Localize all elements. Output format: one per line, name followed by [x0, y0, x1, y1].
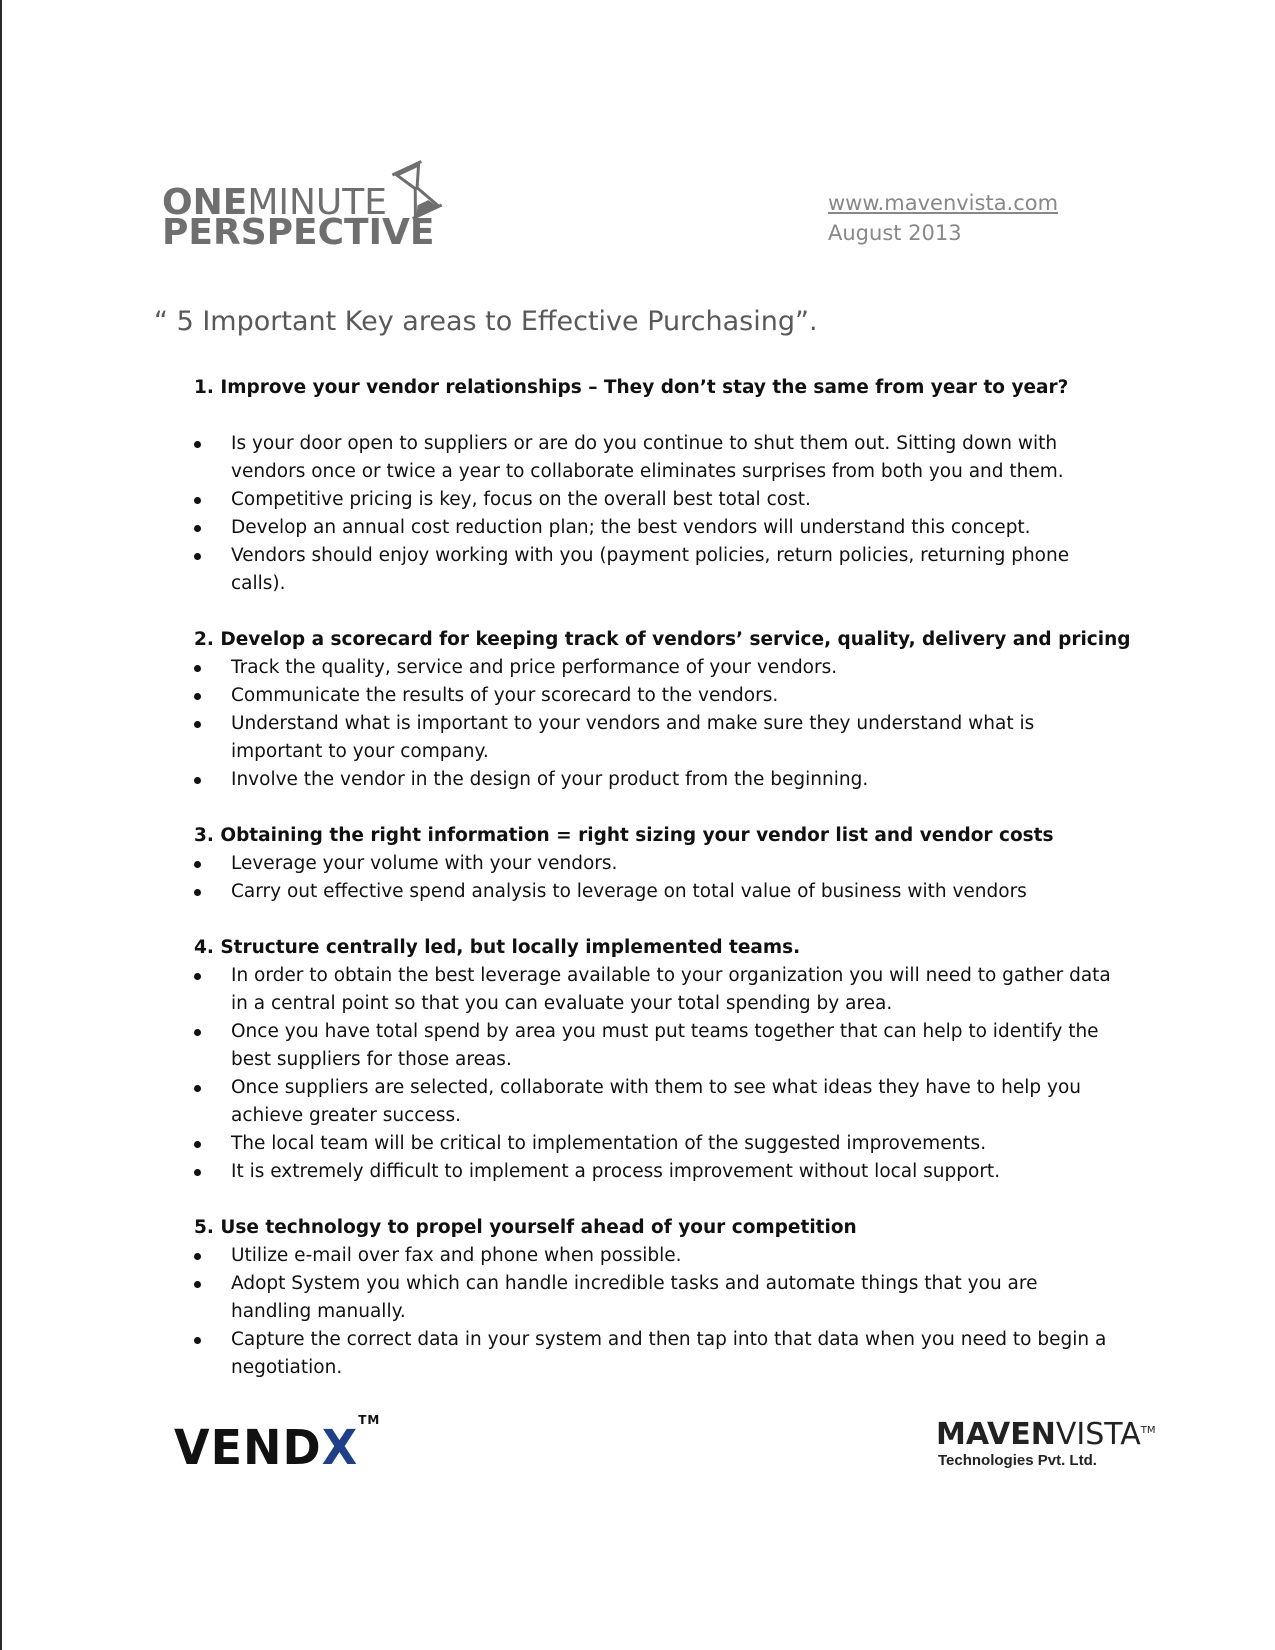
bullet-icon	[194, 1169, 201, 1176]
hourglass-icon	[387, 160, 447, 220]
bullet-icon	[194, 665, 201, 672]
website-link[interactable]: www.mavenvista.com	[828, 191, 1059, 215]
document-title: “ 5 Important Key areas to Effective Purchasing”.	[154, 306, 818, 337]
bullet-icon	[194, 889, 201, 896]
list-item: Vendors should enjoy working with you (payment policies, return policies, returning phone calls).	[194, 542, 1114, 598]
bullet-icon	[194, 1253, 201, 1260]
bullet-icon	[194, 861, 201, 868]
bullet-list	[194, 1242, 1114, 1382]
list-item: Understand what is important to your vendors and make sure they understand what is important to your company.	[194, 710, 1114, 766]
mavenvista-tagline: Technologies Pvt. Ltd.	[938, 1452, 1097, 1469]
list-item: Develop an annual cost reduction plan; the best vendors will understand this concept.	[194, 514, 1114, 542]
header-meta	[828, 188, 1058, 248]
bullet-icon	[194, 1085, 201, 1092]
list-item: Once suppliers are selected, collaborate with them to see what ideas they have to help you achieve greater success.	[194, 1074, 1114, 1130]
list-item: Leverage your volume with your vendors.	[194, 850, 1114, 878]
bullet-list	[194, 430, 1114, 598]
mavenvista-wordmark: MAVENVISTA™	[936, 1417, 1156, 1452]
bullet-icon	[194, 693, 201, 700]
bullet-icon	[194, 441, 201, 448]
list-item: Adopt System you which can handle incredible tasks and automate things that you are handling manually.	[194, 1270, 1114, 1326]
list-item: Communicate the results of your scorecard to the vendors.	[194, 682, 1114, 710]
bullet-icon	[194, 1141, 201, 1148]
section-scorecard	[194, 626, 1131, 794]
list-item: Carry out effective spend analysis to leverage on total value of business with vendors	[194, 878, 1114, 906]
section-heading: 2. Develop a scorecard for keeping track of vendors’ service, quality, delivery and pricing	[194, 629, 1131, 650]
bullet-icon	[194, 1281, 201, 1288]
list-item: It is extremely difficult to implement a process improvement without local support.	[194, 1158, 1114, 1186]
bullet-list	[194, 654, 1114, 794]
bullet-icon	[194, 777, 201, 784]
bullet-icon	[194, 721, 201, 728]
list-item: In order to obtain the best leverage available to your organization you will need to gather data in a central point so that you can evaluate your total spending by area.	[194, 962, 1114, 1018]
list-item: Involve the vendor in the design of your product from the beginning.	[194, 766, 1114, 794]
bullet-icon	[194, 1029, 201, 1036]
bullet-icon	[194, 973, 201, 980]
section-right-information	[194, 822, 1114, 906]
list-item: Once you have total spend by area you must put teams together that can help to identify the best suppliers for those areas.	[194, 1018, 1114, 1074]
section-technology	[194, 1214, 1114, 1382]
bullet-icon	[194, 525, 201, 532]
list-item: Capture the correct data in your system and then tap into that data when you need to begin a negotiation.	[194, 1326, 1114, 1382]
bullet-list	[194, 850, 1114, 906]
section-heading: 3. Obtaining the right information = right sizing your vendor list and vendor costs	[194, 825, 1054, 846]
list-item: Competitive pricing is key, focus on the overall best total cost.	[194, 486, 1114, 514]
publication-date: August 2013	[828, 221, 962, 245]
bullet-icon	[194, 553, 201, 560]
logo-line-two: PERSPECTIVE	[162, 212, 435, 253]
bullet-icon	[194, 1337, 201, 1344]
list-item: Track the quality, service and price performance of your vendors.	[194, 654, 1114, 682]
section-heading: 4. Structure centrally led, but locally implemented teams.	[194, 937, 801, 958]
bullet-list	[194, 962, 1114, 1186]
section-vendor-relationships	[194, 374, 1114, 598]
vendx-logo: VENDX™	[174, 1412, 381, 1476]
section-team-structure	[194, 934, 1114, 1186]
document-body	[194, 374, 1131, 1410]
one-minute-perspective-logo	[162, 160, 442, 256]
list-item: Is your door open to suppliers or are do you continue to shut them out. Sitting down with vendors once or twice a year to collaborate eliminates surprises from both you and them.	[194, 430, 1114, 486]
list-item: Utilize e-mail over fax and phone when possible.	[194, 1242, 1114, 1270]
page-left-border	[0, 0, 2, 1650]
list-item: The local team will be critical to implementation of the suggested improvements.	[194, 1130, 1114, 1158]
section-heading: 1. Improve your vendor relationships – They don’t stay the same from year to year?	[194, 377, 1069, 398]
logo-line-one: ONEMINUTE	[162, 182, 388, 223]
section-heading: 5. Use technology to propel yourself ahead of your competition	[194, 1217, 857, 1238]
bullet-icon	[194, 497, 201, 504]
mavenvista-logo	[936, 1418, 1156, 1469]
